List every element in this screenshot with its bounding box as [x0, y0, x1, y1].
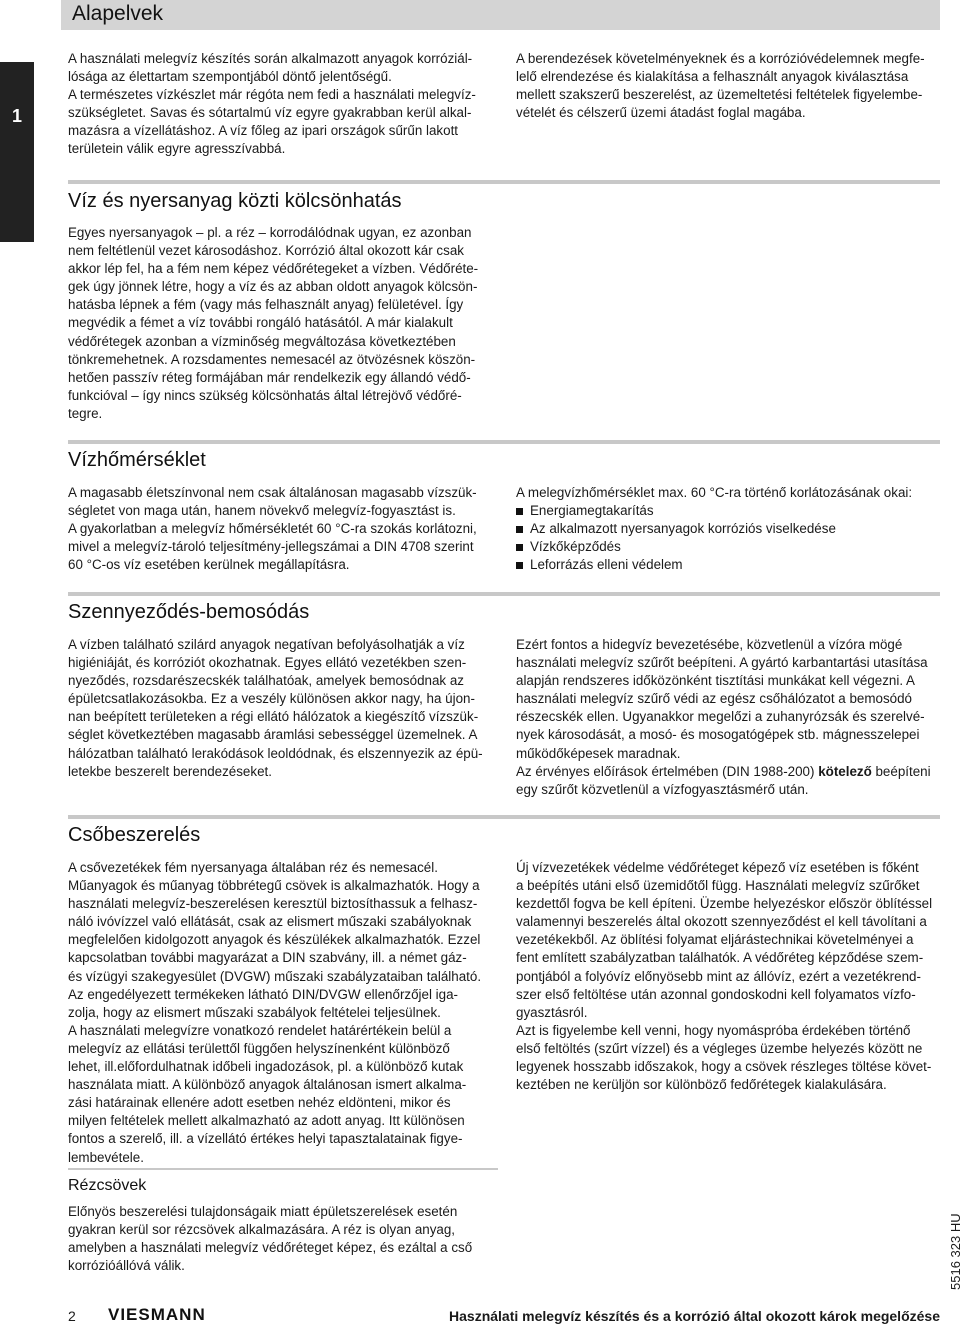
- intro-left: [68, 50, 498, 159]
- pipe-installation-right-text: Új vízvezetékek védelme védőréteget képező víz esetében is főként a beépítés utáni első üzemidőtől függ. Használati melegvíz szűrőket kezdettől fogva be kell építeni. Üzembe helyezéskor először öblítéssel valamennyi beszerelés által okozott szennyeződést el kell távolítani a vezetékekből. Az öblítési folyamat eljárástechnikai követelményei a fent említett szabályzatban találhatók. A védőréteg képződése szem- pontjából a folyóvíz előnyösebb mint az állóvíz, ezért a vezetékrend- szer első feltöltése után azonnal gondoskodni kell folyamatos vízfo- gyasztásról. Azt is figyelembe kell venni, hogy nyomáspróba érdekében történő első feltöltés (szűrt vízzel) és a végleges üzembe helyezés között ne legyenek hosszabb időszakok, hogy a csövek részleges töltése követ- keztében ne kerüljön sor különböző fedőrétegek kialakulására.: [516, 860, 933, 1093]
- contamination-right-a: Ezért fontos a hidegvíz bevezetésébe, közvetlenül a vízóra mögé használati melegvíz szűrőt beépíteni. A gyártó karbantartási utasítása alapján rendszeres időközönként tisztítási munkákat kell végezni. A használati melegvíz szűrő védi az egész csőhálózatot a bemosódó részecskék ellen. Ugyanakkor megelőzi a zuhanyrózsák és szerelvé- nyek károsodását, a mosó- és mosogatógépek stb. mágnesszelepei működőképesek maradnak. Az érvényes előírások értelmében (DIN 1988-200): [516, 637, 928, 779]
- subsection-title-copper: Rézcsövek: [68, 1177, 147, 1194]
- copper-text: Előnyös beszerelési tulajdonságaik miatt épületszerelések esetén gyakran kerül sor rézcsövek alkalmazására. A réz is olyan anyag, amelyben a használati melegvíz védőréteget képez, és ezáltal a cső korrózióállóvá válik.: [68, 1204, 473, 1274]
- contamination-left-text: A vízben található szilárd anyagok negatívan befolyásolhatják a víz higiéniáját, és korróziót okozhatnak. Egyes ellátó vezetékben szen- nyeződés, rozsdarészecskék találhatóak, amelyek bemosódnak az épületcsatlakozásokba. Ez a veszély különösen akkor nagy, ha újon- nan beépített területeken a régi ellátó hálózatok a kiegészítő vízszük- séglet következtében magasabb áramlási sebességgel üzemelnek. A hálózatban található lerakódások leoldódnak, és elszennyezik az épü- letekbe beszerelt berendezéseket.: [68, 637, 483, 779]
- header-bar: [61, 0, 940, 30]
- brand-logo: VIESMANN: [108, 1305, 206, 1324]
- pipe-installation-left-text: A csővezetékek fém nyersanyaga általában réz és nemesacél. Műanyagok és műanyag többrétegű csövek is alkalmazhatók. Hogy a használati melegvíz-beszerelésen keresztül biztosíthassuk a felhasz- náló ivóvízzel való ellátását, csak az elismert műszaki szabályoknak megfelelően kidolgozott anyagok és készülékek alkalmazhatók. Ezzel kapcsolatban további magyarázat a DIN szabvány, ill. a német gáz- és vízügyi szakegyesület (DVGW) műszaki szabályzataiban található. Az engedélyezett termékeken látható DIN/DVGW ellenőrzőjel iga- zolja, hogy az elismert műszaki szabályok feltételei teljesülnek. A használati melegvízre vonatkozó rendelet határértékein belül a melegvíz az ellátási területtől függően helyszínenként különböző lehet, ill.előfordulhatnak időbeli ingadozások, pl. a különböző kutak használata miatt. A különböző anyagok általánosan ismert alkalma- zási határainak ellenére adott esetben nehéz eldönteni, mikor és milyen feltételek mellett alkalmazható az adott anyag. Itt különösen fontos a szerelő, ill. a vízellátó értékes helyi tapasztalatainak figye- lembevétele.: [68, 860, 482, 1165]
- subsection-divider: [68, 1168, 498, 1170]
- section-divider: [68, 440, 940, 444]
- water-material-text: Egyes nyersanyagok – pl. a réz – korrodálódnak ugyan, ez azonban nem feltétlenül vezet károsodáshoz. Korrózió által okozott kár csak akkor lép fel, ha a fém nem képez védőrétegeket a vízben. Védőréte- gek úgy jönnek létre, hogy a víz és az abban oldott anyagok kölcsön- hatásba lépnek a fém (vagy más felhasznált anyag) felületével. Így megvédik a fémet a víz további rongáló hatásától. A már kialakult védőrétegek azonban a vízminőség megváltozása következtében tönkremehetnek. A rozsdamentes nemesacél az ötvözésnek köszön- hetően passzív réteg formájában már rendelkezik egy állandó védő- funkcióval – így nincs szükség kölcsönhatás által létrejövő védőré- tegre.: [68, 225, 479, 421]
- footer-title: Használati melegvíz készítés és a korrózió által okozott károk megelőzése: [449, 1308, 940, 1324]
- section-title-water-material: Víz és nyersanyag közti kölcsönhatás: [68, 190, 402, 212]
- contamination-left: [68, 636, 498, 781]
- list-item: Az alkalmazott nyersanyagok korróziós viselkedése: [516, 520, 946, 538]
- pipe-installation-right: [516, 859, 946, 1094]
- section-title-temperature: Vízhőmérséklet: [68, 449, 206, 471]
- page-number: 2: [68, 1308, 76, 1324]
- document-code: 5516 323 HU: [948, 1213, 963, 1290]
- temperature-right: [516, 484, 946, 574]
- intro-right-text: A berendezések követelményeknek és a korrózióvédelemnek megfe- lelő elrendezése és kialakítása a felhasznált anyagok kiválasztása mellett szakszerű beszerelést, az üzemeltetési feltételek figyelembe- vételét és célszerű üzemi átadást foglal magába.: [516, 51, 925, 121]
- intro-left-text: A használati melegvíz készítés során alkalmazott anyagok korróziál- lósága az élettartam szempontjából döntő jelentőségű. A természetes vízkészlet már régóta nem fedi a használati melegvíz- szükségletet. Savas és sótartalmú víz egyre gyakrabban kerül alkal- mazásra a vízellátáshoz. A víz főleg az ipari országok sűrűn lakott területein válik egyre agresszívabbá.: [68, 51, 476, 157]
- pipe-installation-left: [68, 859, 498, 1167]
- intro-right: [516, 50, 946, 122]
- contamination-right-b: beépíteni egy szűrőt közvetlenül a vízfogyasztásmérő után.: [516, 763, 931, 797]
- chapter-tab: [0, 62, 34, 242]
- section-title-contamination: Szennyeződés-bemosódás: [68, 601, 310, 623]
- temperature-left-text: A magasabb életszínvonal nem csak általánosan magasabb vízszük- ségletet von maga után, hanem növekvő melegvíz-fogyasztást is. A gyakorlatban a melegvíz hőmérsékletét 60 °C-ra szokás korlátozni, mivel a melegvíz-tároló teljesítmény-jellegszámai a DIN 4708 szerint 60 °C-os víz esetében kerülnek megállapításra.: [68, 485, 477, 573]
- contamination-right-text: [516, 636, 946, 799]
- section-body-water-material: [68, 224, 498, 423]
- copper-body: [68, 1203, 498, 1275]
- temperature-reasons-intro: A melegvízhőmérséklet max. 60 °C-ra történő korlátozásának okai:: [516, 485, 913, 500]
- section-divider: [68, 815, 940, 819]
- section-divider: [68, 592, 940, 596]
- page-title: Alapelvek: [72, 2, 164, 25]
- list-item: Leforrázás elleni védelem: [516, 556, 946, 574]
- section-title-pipe-installation: Csőbeszerelés: [68, 824, 201, 846]
- contamination-right-bold: kötelező: [818, 763, 872, 779]
- temperature-left: [68, 484, 498, 574]
- temperature-reasons-list: [516, 502, 946, 574]
- list-item: Energiamegtakarítás: [516, 502, 946, 520]
- chapter-number: 1: [11, 106, 22, 126]
- section-divider: [68, 180, 940, 184]
- list-item: Vízkőképződés: [516, 538, 946, 556]
- contamination-right: [516, 636, 946, 799]
